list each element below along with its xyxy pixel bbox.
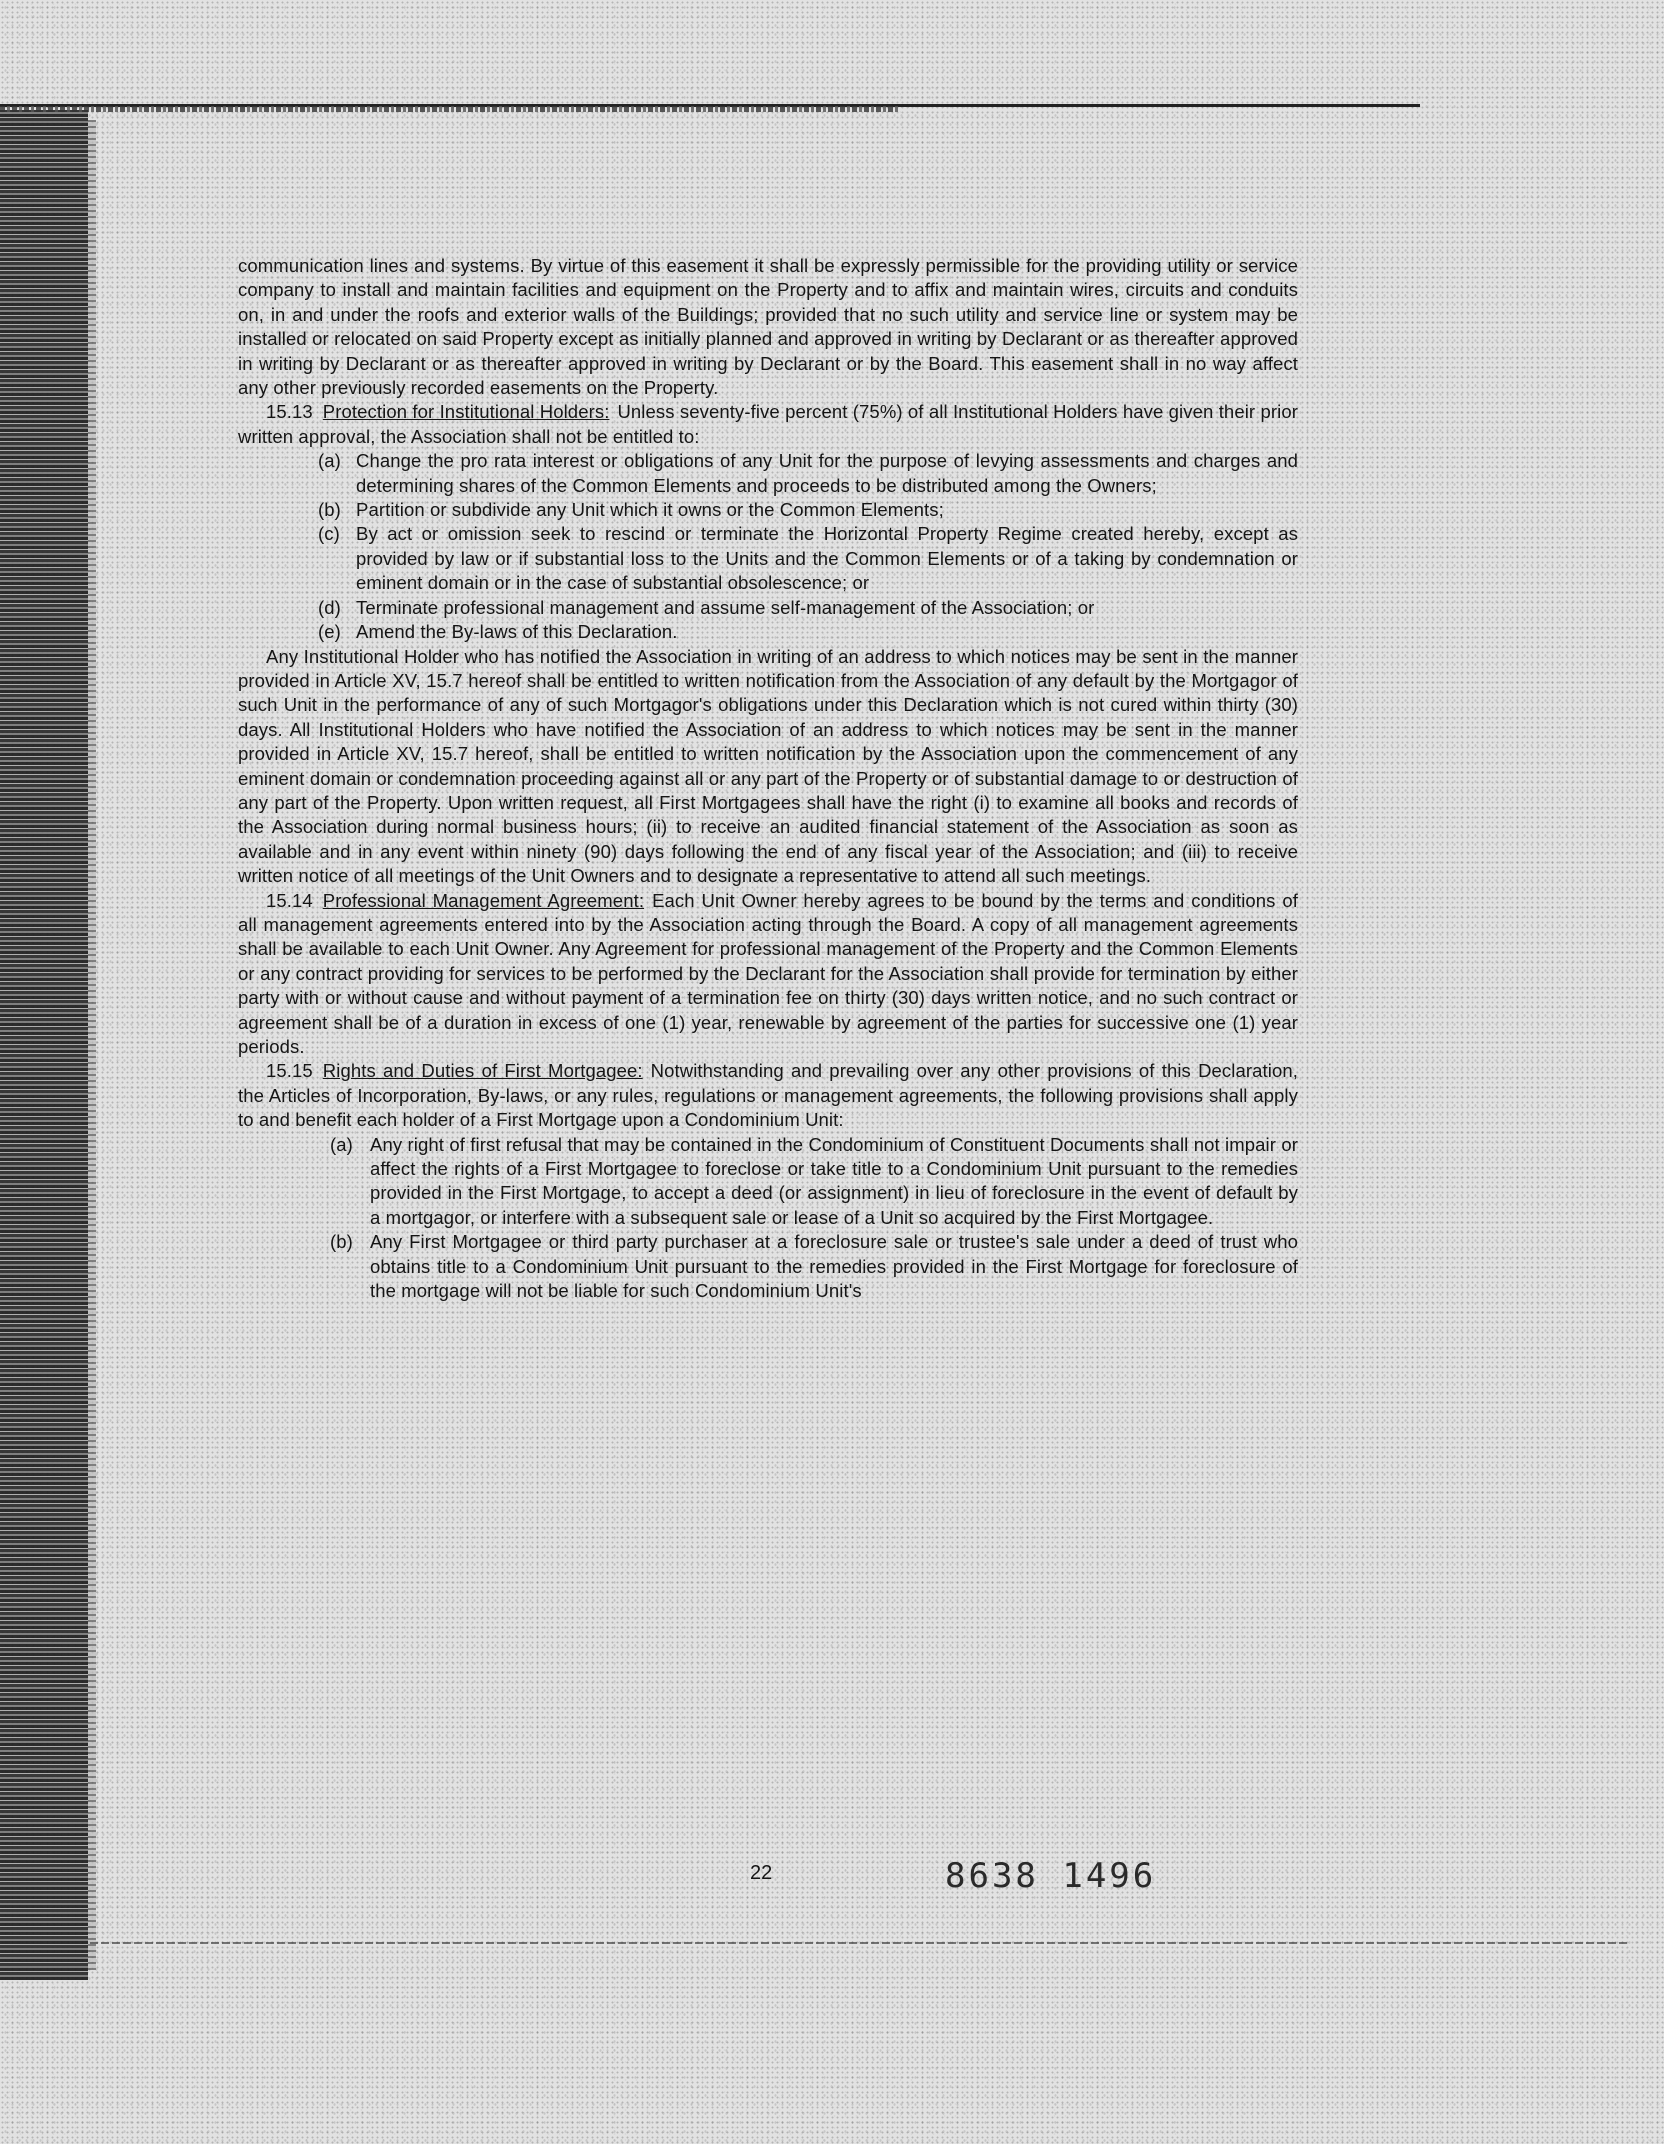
section-number: 15.15 (266, 1060, 313, 1082)
section-number: 15.13 (266, 401, 313, 423)
first-mortgagee-list (238, 1133, 1298, 1304)
section-15-13 (238, 400, 1298, 449)
section-15-15 (238, 1059, 1298, 1132)
section-intro: Notwithstanding and prevailing over any other provisions of this Declaration, the Articles of Incorporation, By-laws, or any rules, regulations or management agreements, the following provisions shall apply to and benefit each holder of a First Mortgage upon a Condominium Unit: (238, 1060, 1298, 1131)
scan-edge-artifact (0, 110, 88, 1980)
page-number: 22 (750, 1862, 773, 1884)
list-item-label: (b) (330, 1231, 353, 1253)
section-15-14 (238, 889, 1298, 1060)
list-item-text: Any right of first refusal that may be contained in the Condominium of Constituent Documents shall not impair or affect the rights of a First Mortgagee to foreclose or take title to a Condominium Unit pursuant to the remedies provided in the First Mortgage, to accept a deed (or assignment) in lieu of foreclosure in the event of default by a mortgagor, or interfere with a subsequent sale or lease of a Unit so acquired by the First Mortgagee. (370, 1133, 1298, 1228)
list-item (238, 620, 1298, 644)
list-item-label: (a) (330, 1133, 353, 1155)
section-heading: Rights and Duties of First Mortgagee: (322, 1060, 643, 1082)
list-item (238, 498, 1298, 522)
list-item-text: Amend the By-laws of this Declaration. (356, 621, 678, 643)
list-item-text: Any First Mortgagee or third party purchaser at a foreclosure sale or trustee's sale under a deed of trust who obtains title to a Condominium Unit pursuant to the remedies provided in the First Mortgage for foreclosure of the mortgage will not be liable for such Condominium Unit's (370, 1231, 1298, 1302)
list-item-label: (b) (318, 499, 341, 521)
list-item-label: (a) (318, 450, 341, 472)
list-item-text: Change the pro rata interest or obligations of any Unit for the purpose of levying assessments and charges and determining shares of the Common Elements and proceeds to be distributed among the Owners; (356, 450, 1298, 496)
section-text: Each Unit Owner hereby agrees to be bound by the terms and conditions of all management agreements entered into by the Association acting through the Board. A copy of all management agreements shall be available to each Unit Owner. Any Agreement for professional management of the Property and the Common Elements or any contract providing for services to be performed by the Declarant for the Association shall provide for termination by either party with or without cause and without payment of a termination fee on thirty (30) days written notice, and no such contract or agreement shall be of a duration in excess of one (1) year, renewable by agreement of the parties for successive one (1) year periods. (238, 889, 1298, 1057)
header-rule-text-artifact (0, 106, 900, 112)
list-item-label: (c) (318, 523, 340, 545)
list-item (238, 596, 1298, 620)
list-item-text: Terminate professional management and assume self-management of the Association; or (356, 596, 1095, 618)
list-item-text: Partition or subdivide any Unit which it owns or the Common Elements; (356, 499, 944, 521)
scan-edge-shadow (88, 120, 96, 1970)
document-body (238, 254, 1298, 1303)
section-heading: Protection for Institutional Holders: (322, 401, 610, 423)
list-item-text: By act or omission seek to rescind or terminate the Horizontal Property Regime created hereby, except as provided by law or if substantial loss to the Units and the Common Elements or of a taking by condemnation or eminent domain or in the case of substantial obsolescence; or (356, 523, 1298, 594)
list-item (238, 1133, 1298, 1231)
section-intro: Unless seventy-five percent (75%) of all Institutional Holders have given their prior written approval, the Association shall not be entitled to: (238, 401, 1298, 447)
page-footer (0, 1856, 1664, 1922)
recording-number: 8638 1496 (945, 1856, 1157, 1896)
institutional-holders-list (238, 449, 1298, 644)
list-item (238, 449, 1298, 498)
section-number: 15.14 (266, 889, 313, 911)
easement-paragraph: communication lines and systems. By virtue of this easement it shall be expressly permissible for the providing utility or service company to install and maintain facilities and equipment on the Property and to affix and maintain wires, circuits and conduits on, in and under the roofs and exterior walls of the Buildings; provided that no such utility and service line or system may be installed or relocated on said Property except as initially planned and approved in writing by Declarant or as thereafter approved in writing by Declarant or as thereafter approved in writing by Declarant or by the Board. This easement shall in no way affect any other previously recorded easements on the Property. (238, 255, 1298, 399)
section-heading: Professional Management Agreement: (322, 889, 645, 911)
list-item-label: (d) (318, 596, 341, 618)
list-item (238, 1230, 1298, 1303)
list-item-label: (e) (318, 621, 341, 643)
institutional-holder-notice-paragraph: Any Institutional Holder who has notified the Association in writing of an address to which notices may be sent in the manner provided in Article XV, 15.7 hereof shall be entitled to written notification from the Association of any default by the Mortgagor of such Unit in the performance of any of such Mortgagor's obligations under this Declaration which is not cured within thirty (30) days. All Institutional Holders who have notified the Association of an address to which notices may be sent in the manner provided in Article XV, 15.7 hereof, shall be entitled to written notification by the Association upon the commencement of any eminent domain or condemnation proceeding against all or any part of the Property or of substantial damage to or destruction of any part of the Property. Upon written request, all First Mortgagees shall have the right (i) to examine all books and records of the Association during normal business hours; (ii) to receive an audited financial statement of the Association as soon as available and in any event within ninety (90) days following the end of any fiscal year of the Association; and (iii) to receive written notice of all meetings of the Unit Owners and to designate a representative to attend all such meetings. (238, 645, 1298, 887)
list-item (238, 522, 1298, 595)
footer-rule (90, 1942, 1630, 1944)
